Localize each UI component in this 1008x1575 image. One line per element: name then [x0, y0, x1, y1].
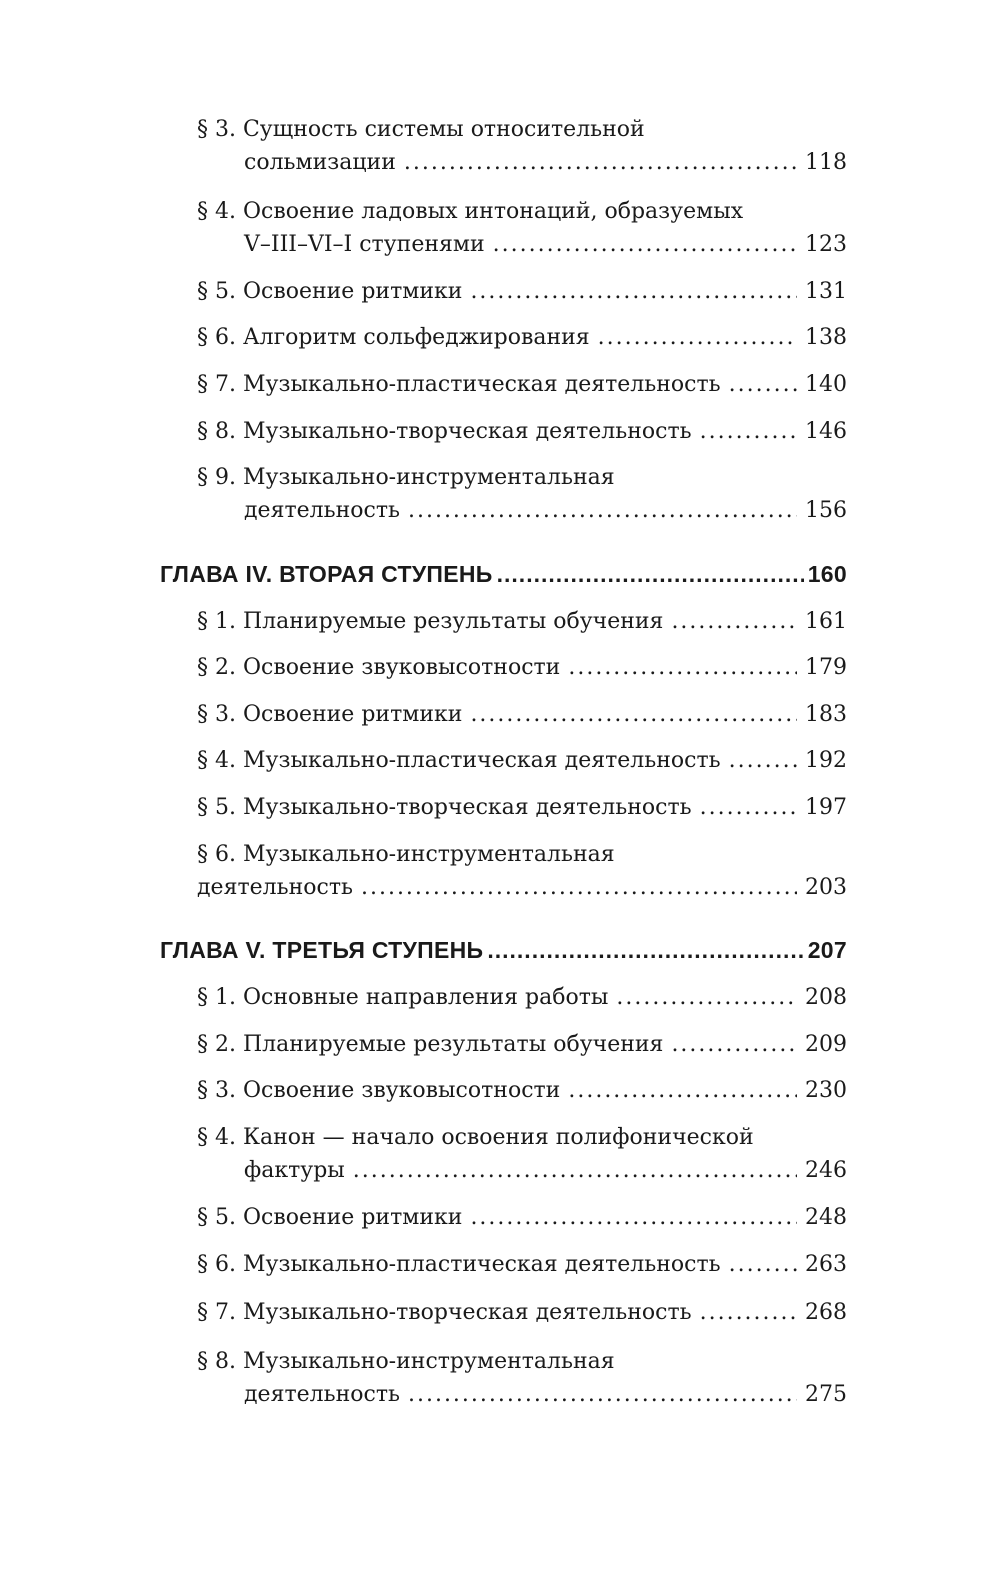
leader-dots: [493, 228, 797, 261]
leader-dots: [353, 1154, 797, 1187]
toc-entry: [197, 461, 847, 527]
leader-dots: [408, 1378, 797, 1411]
toc-entry: [197, 275, 847, 308]
toc-page-number: 197: [805, 795, 847, 820]
toc-page-number: 138: [805, 325, 847, 350]
toc-entry-title-cont: деятельность: [197, 875, 353, 900]
chapter-heading: [160, 557, 847, 591]
leader-dots: [729, 744, 797, 777]
toc-entry-title: § 6. Алгоритм сольфеджирования: [197, 325, 590, 350]
leader-dots: [497, 557, 804, 591]
toc-page-number: 161: [805, 609, 847, 634]
toc-entry-title-cont: фактуры: [244, 1158, 345, 1183]
toc-entry-title: § 3. Освоение звуковысотности: [197, 1078, 561, 1103]
toc-entry: [197, 195, 847, 261]
toc-page-number: 118: [805, 150, 847, 175]
toc-entry-title-cont: V–III–VI–I ступенями: [244, 232, 485, 257]
toc-entry-title: § 9. Музыкально-инструментальная: [197, 465, 615, 490]
toc-entry: [197, 651, 847, 684]
chapter-heading: [160, 933, 847, 967]
chapter-title: ГЛАВА V. ТРЕТЬЯ СТУПЕНЬ: [160, 937, 484, 963]
toc-page-number: 263: [805, 1252, 847, 1277]
toc-entry: [197, 1296, 847, 1329]
toc-entry-title: § 5. Музыкально-творческая деятельность: [197, 795, 692, 820]
toc-entry: [197, 698, 847, 731]
leader-dots: [700, 415, 797, 448]
toc-entry: [197, 1121, 847, 1187]
leader-dots: [700, 791, 797, 824]
chapter-title: ГЛАВА IV. ВТОРАЯ СТУПЕНЬ: [160, 561, 493, 587]
toc-entry: [197, 1201, 847, 1234]
toc-page-number: 183: [805, 702, 847, 727]
toc-entry-title: § 1. Основные направления работы: [197, 985, 609, 1010]
leader-dots: [616, 981, 797, 1014]
leader-dots: [671, 605, 797, 638]
toc-entry-title-cont: деятельность: [244, 498, 400, 523]
toc-entry-title: § 4. Канон — начало освоения полифонической: [197, 1125, 754, 1150]
toc-entry-title: § 8. Музыкально-инструментальная: [197, 1349, 615, 1374]
toc-entry: [197, 368, 847, 401]
leader-dots: [404, 146, 797, 179]
toc-entry: [197, 1248, 847, 1281]
leader-dots: [470, 275, 797, 308]
toc-entry-title: § 3. Освоение ритмики: [197, 702, 463, 727]
toc-page-number: 179: [805, 655, 847, 680]
toc-entry-title: § 3. Сущность системы относительной: [197, 117, 645, 142]
leader-dots: [487, 933, 803, 967]
toc-entry: [197, 1028, 847, 1061]
toc-page-number: 192: [805, 748, 847, 773]
toc-entry-title: § 7. Музыкально-творческая деятельность: [197, 1300, 692, 1325]
chapter-page-number: 160: [807, 561, 847, 587]
toc-page-number: 203: [805, 875, 847, 900]
toc-entry-title: § 4. Музыкально-пластическая деятельность: [197, 748, 721, 773]
toc-entry: [197, 1345, 847, 1411]
leader-dots: [408, 494, 797, 527]
leader-dots: [470, 1201, 797, 1234]
toc-entry-title: § 2. Освоение звуковысотности: [197, 655, 561, 680]
toc-entry: [197, 744, 847, 777]
toc-entry: [197, 981, 847, 1014]
leader-dots: [598, 321, 797, 354]
leader-dots: [671, 1028, 797, 1061]
toc-entry: [197, 415, 847, 448]
leader-dots: [568, 1074, 797, 1107]
toc-page-number: 156: [805, 498, 847, 523]
toc-page-number: 246: [805, 1158, 847, 1183]
toc-entry-title: § 6. Музыкально-пластическая деятельность: [197, 1252, 721, 1277]
toc-entry-title-cont: сольмизации: [244, 150, 396, 175]
toc-page-number: 275: [805, 1382, 847, 1407]
toc-page-number: 131: [805, 279, 847, 304]
toc-entry: [197, 838, 847, 904]
toc-entry-title: § 1. Планируемые результаты обучения: [197, 609, 664, 634]
toc-entry: [197, 1074, 847, 1107]
toc-page-number: 209: [805, 1032, 847, 1057]
chapter-page-number: 207: [807, 937, 847, 963]
toc-entry-title: § 5. Освоение ритмики: [197, 1205, 463, 1230]
leader-dots: [568, 651, 797, 684]
toc-entry: [197, 321, 847, 354]
leader-dots: [470, 698, 797, 731]
toc-page-number: 268: [805, 1300, 847, 1325]
toc-entry-title: § 6. Музыкально-инструментальная: [197, 842, 615, 867]
leader-dots: [729, 1248, 797, 1281]
toc-entry-title: § 2. Планируемые результаты обучения: [197, 1032, 664, 1057]
toc-entry-title: § 4. Освоение ладовых интонаций, образуемых: [197, 199, 744, 224]
toc-entry-title: § 7. Музыкально-пластическая деятельность: [197, 372, 721, 397]
leader-dots: [729, 368, 797, 401]
toc-entry-title: § 8. Музыкально-творческая деятельность: [197, 419, 692, 444]
toc-entry-title: § 5. Освоение ритмики: [197, 279, 463, 304]
leader-dots: [361, 871, 797, 904]
toc-entry: [197, 113, 847, 179]
toc-page-number: 230: [805, 1078, 847, 1103]
toc-entry-title-cont: деятельность: [244, 1382, 400, 1407]
leader-dots: [700, 1296, 797, 1329]
toc-entry: [197, 791, 847, 824]
toc-page-number: 146: [805, 419, 847, 444]
toc-page-number: 208: [805, 985, 847, 1010]
toc-page-number: 140: [805, 372, 847, 397]
toc-page-number: 123: [805, 232, 847, 257]
toc-entry: [197, 605, 847, 638]
toc-page-number: 248: [805, 1205, 847, 1230]
